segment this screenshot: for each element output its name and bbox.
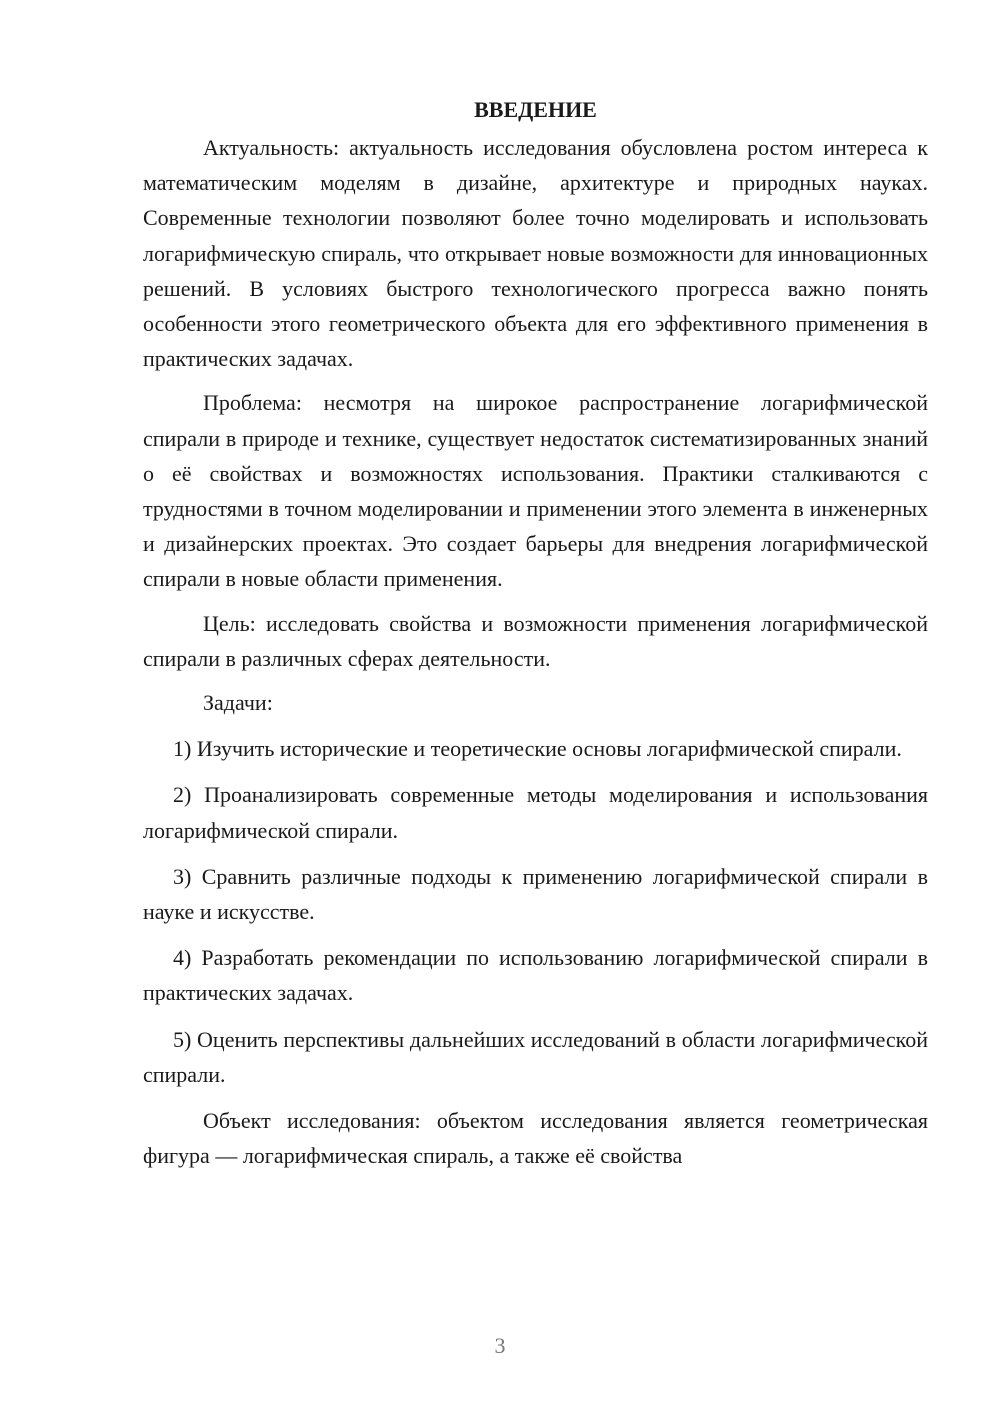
task-item-3: 3) Сравнить различные подходы к применению логарифмической спирали в науке и искусстве. [143,863,928,925]
paragraph-relevance: Актуальность: актуальность исследования обусловлена ростом интереса к математическим моделям в дизайне, архитектуре и природных науках. Современные технологии позволяют более точно моделировать и использовать логарифмическую спираль, что открывает новые возможности для инновационных решений. В условиях быстрого технологического прогресса важно понять особенности этого геометрического объекта для его эффективного применения в практических задачах. [143,135,928,372]
tasks-title: Задачи: [203,690,273,716]
task-item-2: 2) Проанализировать современные методы моделирования и использования логарифмической спирали. [143,782,928,843]
section-heading: ВВЕДЕНИЕ [474,97,597,122]
task-item-4: 4) Разработать рекомендации по использованию логарифмической спирали в практических задачах. [143,945,928,1006]
page-number: 3 [494,1333,506,1358]
paragraph-object: Объект исследования: объектом исследования является геометрическая фигура — логарифмическая спираль, а также её свойства [143,1108,928,1169]
paragraph-goal: Цель: исследовать свойства и возможности применения логарифмической спирали в различных сферах деятельности. [143,610,928,671]
task-item-5: 5) Оценить перспективы дальнейших исследований в области логарифмической спирали. [143,1026,928,1087]
task-item-1: 1) Изучить исторические и теоретические основы логарифмической спирали. [173,736,902,762]
paragraph-problem: Проблема: несмотря на широкое распространение логарифмической спирали в природе и технике, существует недостаток систематизированных знаний о её свойствах и возможностях использования. Практики сталкиваются с трудностями в точном моделировании и применении этого элемента в инженерных и дизайнерских проектах. Это создает барьеры для внедрения логарифмической спирали в новые области применения. [143,390,928,592]
page-content [143,94,928,1173]
